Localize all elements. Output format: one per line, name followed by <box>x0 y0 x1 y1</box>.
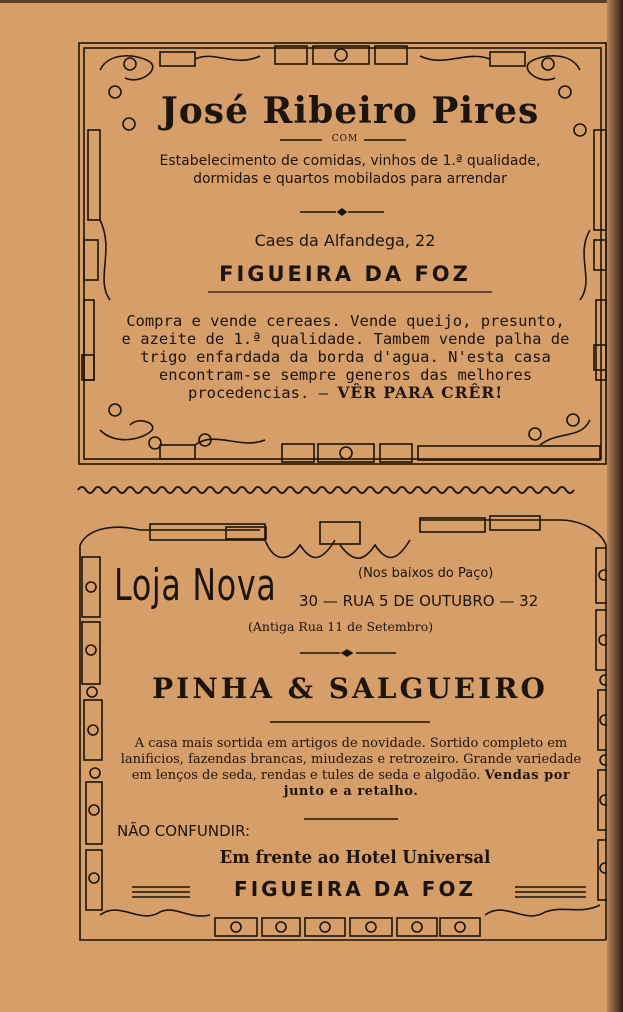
landmark-text: Em frente ao Hotel Universal <box>219 847 491 868</box>
commerce-text: Compra e vende cereaes. Vende queijo, presunto, e azeite de 1.ª qualidade. Tambem vende palha de trigo enfardada da borda d'agua. N'esta casa encontram-se sempre generos das melhores procedencias. — <box>121 312 570 402</box>
commerce-paragraph <box>118 312 573 402</box>
street-address: 30 — RUA 5 DE OUTUBRO — 32 <box>299 592 539 610</box>
firm-name: PINHA & SALGUEIRO <box>152 672 548 705</box>
slogan: VÊR PARA CRÊR! <box>337 383 504 402</box>
connector-text: COM <box>331 134 359 144</box>
city-footer: FIGUEIRA DA FOZ <box>234 877 476 901</box>
shop-description <box>112 736 590 800</box>
warning-label: NÃO CONFUNDIR: <box>117 822 251 840</box>
establishment-description: Estabelecimento de comidas, vinhos de 1.ª qualidade, dormidas e quartos mobilados para arrendar <box>159 153 541 187</box>
sales-note: Vendas por junto e a retalho. <box>283 768 571 799</box>
location-note: (Nos baixos do Paço) <box>358 566 494 581</box>
old-street-name: (Antiga Rua 11 de Setembro) <box>248 619 434 634</box>
city-heading: FIGUEIRA DA FOZ <box>219 262 471 286</box>
description-text: A casa mais sortida em artigos de novidade. Sortido completo em lanificios, fazendas brancas, miudezas e retrozeiro. Grande variedade em lenços de seda, rendas e tules de seda e algodão. <box>120 736 582 783</box>
wavy-separator <box>78 487 574 493</box>
page-binding-edge <box>607 0 623 1012</box>
shop-name: Loja Nova <box>114 560 277 611</box>
proprietor-name: José Ribeiro Pires <box>160 90 540 132</box>
address: Caes da Alfandega, 22 <box>254 231 436 250</box>
